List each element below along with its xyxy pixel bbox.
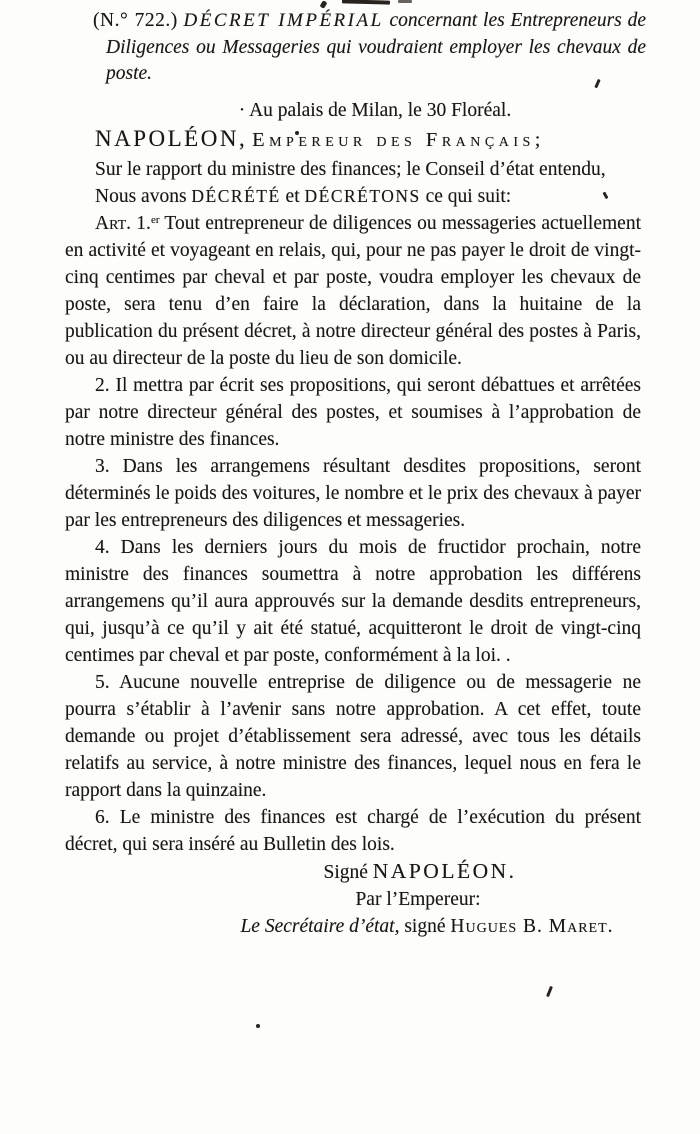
article-text: Dans les derniers jours du mois de fructidor prochain, notre ministre des finances soumettra à notre approbation les différens arrangemens qu’il aura approuvés sur la demande desdits entrepreneurs, qui, jusqu’à ce qu’il y ait été statué, acquitteront le droit de vingt-cinq centimes par cheval et par poste, conformément à la loi. .	[65, 536, 641, 666]
article-paragraph-1	[65, 210, 641, 372]
article-paragraph-6	[65, 804, 641, 858]
article-paragraph-2	[65, 372, 641, 453]
emperor-name: NAPOLÉON,	[95, 125, 248, 151]
secretary-title: Le Secrétaire d’état,	[240, 915, 400, 937]
article-text: Il mettra par écrit ses propositions, qui seront débattues et arrêtées par notre directeur général des postes, et soumises à l’approbation de notre ministre des finances.	[65, 374, 641, 450]
decrete-word: DÉCRÉTÉ	[191, 185, 281, 206]
decree-text-block	[65, 8, 646, 940]
decree-number: (N.° 722.)	[93, 10, 178, 31]
article-text: Aucune nouvelle entreprise de diligence ou de messagerie ne pourra s’établir à l’avenir sans notre approbation. A cet effet, toute demande ou projet d’établissement sera adressé, avec tous les détails relatifs au service, à notre ministre des finances, lequel nous en fera le rapport dans la quinzaine.	[65, 671, 641, 801]
signed-name: NAPOLÉON.	[372, 858, 517, 883]
article-paragraph-4	[65, 534, 641, 669]
salutation-line	[65, 124, 641, 156]
dateline: · Au palais de Milan, le 30 Floréal.	[238, 99, 512, 121]
article-text: Le ministre des finances est chargé de l’exécution du présent décret, qui sera inséré au Bulletin des lois.	[65, 806, 641, 855]
article-number: 4.	[95, 536, 110, 558]
secretary-signed-label: signé	[399, 915, 451, 937]
article-text: Dans les arrangemens résultant desdites propositions, seront déterminés le poids des voitures, le nombre et le prix des chevaux à payer par les entrepreneurs des diligences et messageries.	[65, 455, 641, 531]
article-paragraph-3	[65, 453, 641, 534]
cut-off-header-fragment	[342, 0, 390, 5]
signature-block	[65, 858, 641, 940]
article-text: Tout entrepreneur de diligences ou messageries actuellement en activité et voyageant en relais, qui, pour ne pas payer le droit de vingt-cinq centimes par cheval et par poste, voudra employer les chevaux de poste, sera tenu d’en faire la déclaration, dans la huitaine de la publication du présent décret, à notre directeur général des postes à Paris, ou au directeur de la poste du lieu de son domicile.	[65, 212, 641, 369]
decree-formula-line: Nous avons DÉCRÉTÉ et DÉCRÉTONS ce qui suit:	[95, 185, 512, 207]
cut-off-header-fragment	[398, 0, 412, 3]
article-number: 3.	[95, 455, 110, 477]
article-number: Art. 1.	[95, 212, 151, 234]
by-the-emperor-line: Par l’Empereur:	[355, 888, 481, 910]
preamble-paragraph: Sur le rapport du ministre des finances; le Conseil d’état entendu,	[95, 158, 606, 180]
article-number: 5.	[95, 671, 110, 693]
ink-speck	[546, 986, 553, 997]
signed-label: Signé	[323, 861, 373, 883]
ink-speck	[256, 1024, 260, 1028]
secretary-name: Hugues B. Maret.	[450, 915, 614, 937]
article-paragraph-5	[65, 669, 641, 804]
ordinal-superscript: er	[150, 213, 160, 226]
article-number: 2.	[95, 374, 110, 396]
decretons-word: DÉCRÉTONS	[304, 185, 421, 206]
emperor-title: Empereur des Français;	[252, 128, 545, 151]
decree-title-caps: DÉCRET IMPÉRIAL	[183, 10, 384, 31]
decree-title-tail: concernant les Entrepreneurs de Diligences ou Messageries qui voudraient employer les chevaux de poste.	[106, 10, 646, 84]
article-number: 6.	[95, 806, 110, 828]
secretary-line	[65, 913, 641, 940]
decree-heading	[93, 8, 646, 88]
signature-line	[65, 858, 641, 886]
